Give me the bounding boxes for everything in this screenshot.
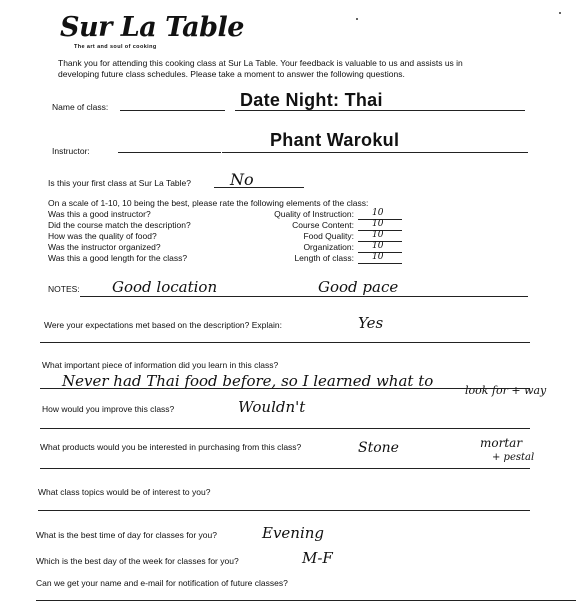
rating-label-content: Course Content: [292,220,354,230]
notes-label: NOTES: [48,284,80,294]
learned-value-continued: look for + way [465,384,547,397]
rating-label-instruction: Quality of Instruction: [274,209,354,219]
instructor-line-left [118,152,221,153]
rating-question-course: Did the course match the description? [48,220,191,230]
time-value: Evening [262,524,325,542]
contact-label: Can we get your name and e-mail for notification of future classes? [36,578,288,588]
products-value-3: + pestal [492,452,535,463]
products-label: What products would you be interested in purchasing from this class? [40,442,302,452]
rating-label-organization: Organization: [303,242,354,252]
learned-line [40,388,530,389]
bottom-edge-line [36,600,576,601]
rating-question-instructor: Was this a good instructor? [48,209,151,219]
first-class-line [214,187,304,188]
instructor-line [222,152,528,153]
topics-label: What class topics would be of interest to you? [38,487,211,497]
expectations-value: Yes [358,314,384,332]
rating-value-content: 10 [372,219,384,229]
time-label: What is the best time of day for classes for you? [36,530,217,540]
improve-value: Wouldn't [238,398,306,416]
rating-question-organized: Was the instructor organized? [48,242,161,252]
instructor-label: Instructor: [52,146,90,156]
first-class-value: No [230,170,254,189]
improve-label: How would you improve this class? [42,404,175,414]
instructor-value: Phant Warokul [270,130,400,150]
expectations-line [40,342,530,343]
notes-line [80,296,528,297]
rating-value-organization: 10 [372,241,384,251]
products-value-1: Stone [358,440,399,456]
first-class-label: Is this your first class at Sur La Table? [48,178,191,188]
class-name-line-left [120,110,225,111]
day-value: M-F [302,549,333,567]
rating-label-length: Length of class: [294,253,354,263]
rating-scale-text: On a scale of 1-10, 10 being the best, please rate the following elements of the class: [48,198,369,208]
improve-line [40,428,530,429]
rating-value-instruction: 10 [372,208,384,218]
logo: Sur La Table [60,12,244,43]
notes-value-1: Good location [112,278,218,296]
rating-question-length: Was this a good length for the class? [48,253,188,263]
topics-line [38,510,530,511]
products-value-2: mortar [480,436,523,450]
rating-value-length: 10 [372,252,384,262]
intro-line-1: Thank you for attending this cooking class at Sur La Table. Your feedback is valuable to us and assists us in [58,58,463,68]
class-name-label: Name of class: [52,102,109,112]
rating-label-food: Food Quality: [303,231,354,241]
speck-mark [559,12,561,14]
learned-label: What important piece of information did you learn in this class? [42,360,279,370]
notes-value-2: Good pace [318,278,399,296]
day-label: Which is the best day of the week for classes for you? [36,556,239,566]
intro-line-2: developing future class schedules. Please take a moment to answer the following questions. [58,69,405,79]
rating-question-food: How was the quality of food? [48,231,157,241]
class-name-value: Date Night: Thai [240,90,383,110]
learned-value: Never had Thai food before, so I learned what to [62,372,434,390]
expectations-label: Were your expectations met based on the description? Explain: [44,320,282,330]
rating-value-food: 10 [372,230,384,240]
tagline: The art and soul of cooking [74,44,157,50]
rating-line-length [358,263,402,264]
speck-mark [356,18,358,20]
products-line [40,468,530,469]
